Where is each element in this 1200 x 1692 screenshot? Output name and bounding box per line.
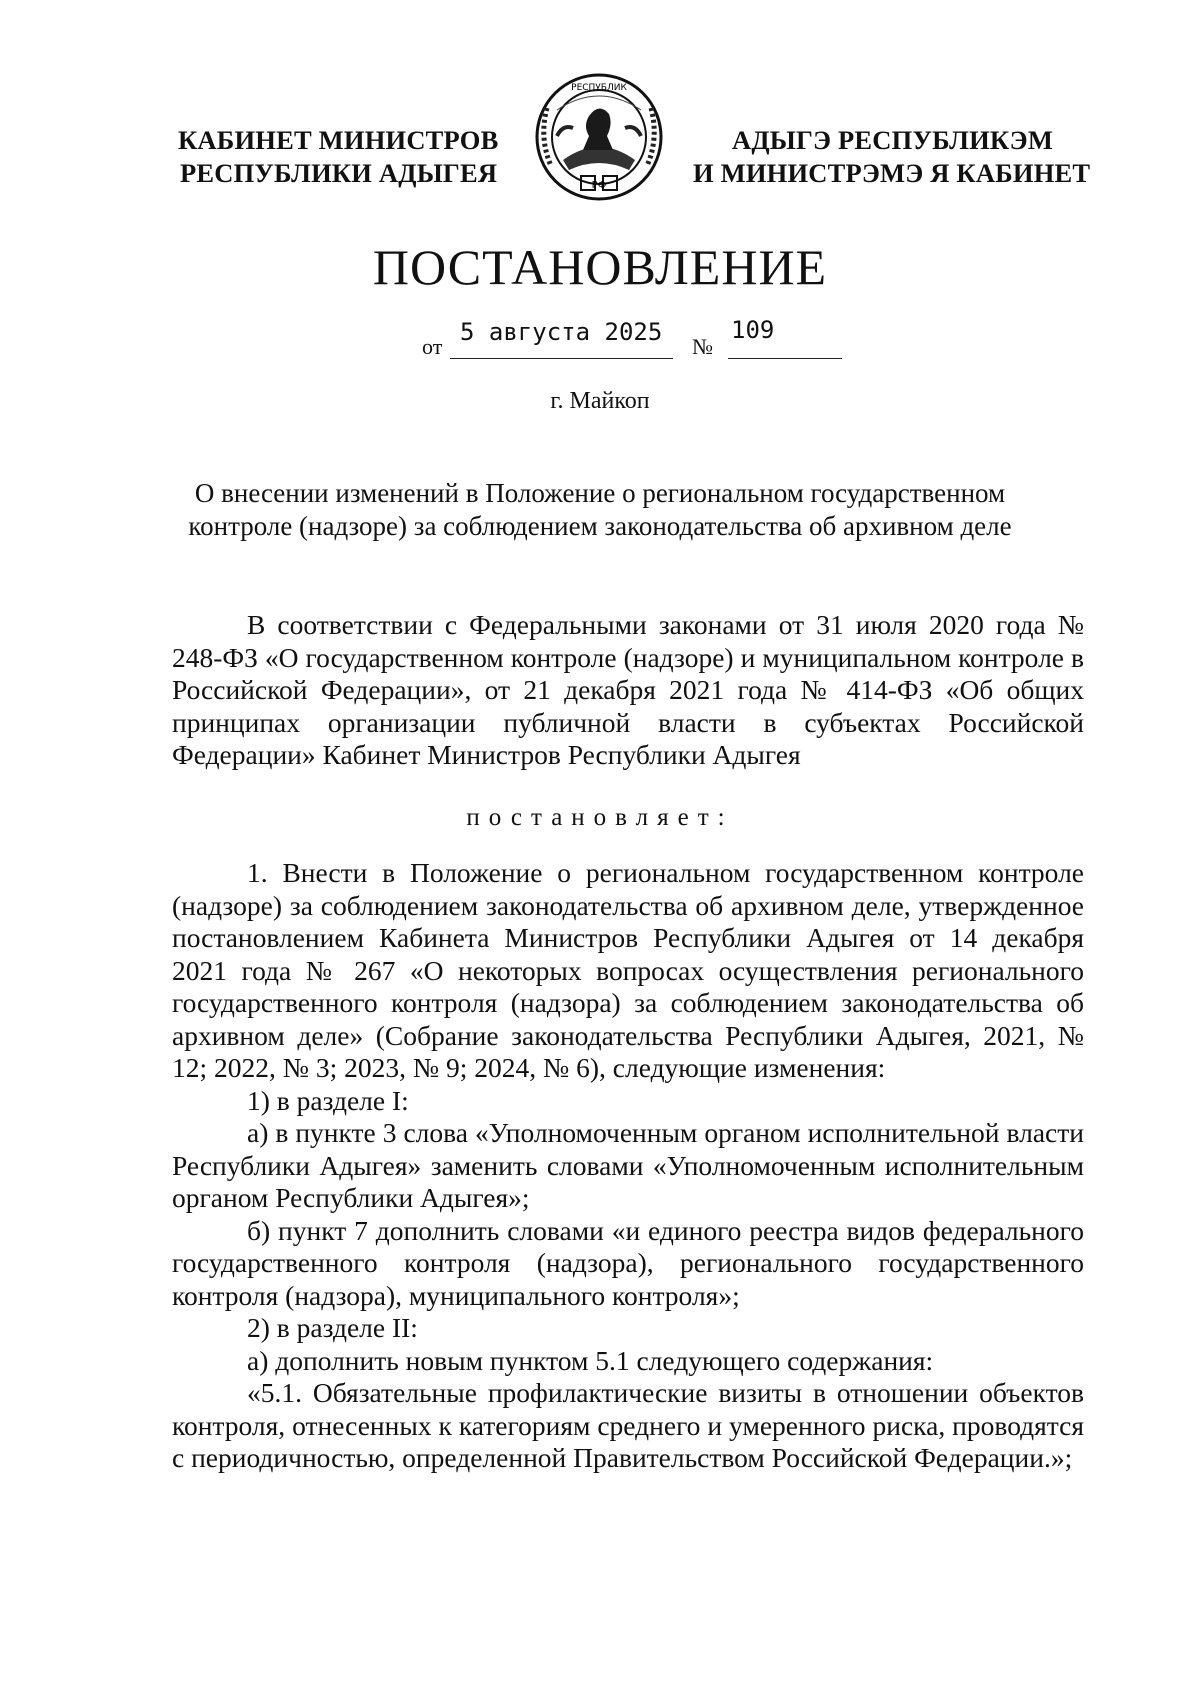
emblem-text-top: РЕСПУБЛИК [571,83,627,93]
issuer-name-adyghe [693,124,1090,190]
document-subject [150,477,1050,543]
decree-word: постановляет: [466,804,734,831]
number-underline [728,358,842,359]
number-label: № [692,334,713,359]
dateline [422,318,842,358]
date-from-label: от [422,334,443,359]
subject-line-1: О внесении изменений в Положение о региональном государственном [194,478,1006,508]
item-paragraph: «5.1. Обязательные профилактические визиты в отношении объектов контроля, отнесенных к категориям среднего и умеренного риска, проводятся с периодичностью, определенной Правительством Российской Федерации.»; [172,1377,1084,1473]
item-paragraph: 1. Внести в Положение о региональном государственном контроле (надзоре) за соблюдением законодательства об архивном деле, утвержденное постановлением Кабинета Министров Республики Адыгея от 14 декабря 2021 года № 267 «О некоторых вопросах осуществления регионального государственного контроля (надзора) за соблюдением законодательства об архивном деле» (Собрание законодательства Республики Адыгея, 2021, № 12; 2022, № 3; 2023, № 9; 2024, № 6), следующие изменения: [172,857,1084,1083]
coat-of-arms-emblem [533,68,665,206]
issuer-line-1: КАБИНЕТ МИНИСТРОВ [178,125,499,155]
emblem-text-bottom: РФ [591,180,607,191]
issuer-name-russian [178,124,498,190]
item-paragraph: б) пункт 7 дополнить словами «и единого реестра видов федерального государственного контроля (надзора), регионального государственного контроля (надзора), муниципального контроля»; [172,1214,1084,1311]
document-date: 5 августа 2025 [460,318,663,346]
document-number: 109 [731,316,775,344]
subject-line-2: контроле (надзоре) за соблюдением законодательства об архивном деле [188,511,1012,541]
preamble-paragraph: В соответствии с Федеральными законами от 31 июля 2020 года № 248-ФЗ «О государственном контроле (надзоре) и муниципальном контроле в Российской Федерации», от 21 декабря 2021 года № 414-ФЗ «Об общих принципах организации публичной власти в субъектах Российской Федерации» Кабинет Министров Республики Адыгея [172,609,1084,770]
item-paragraph: 1) в разделе I: [247,1084,409,1116]
items-block [172,857,1084,1475]
item-paragraph: а) дополнить новым пунктом 5.1 следующего содержания: [247,1344,934,1376]
item-paragraph: а) в пункте 3 слова «Уполномоченным органом исполнительной власти Республики Адыгея» заменить словами «Уполномоченным исполнительным органом Республики Адыгея»; [172,1117,1084,1213]
issuer-adyghe-line-1: АДЫГЭ РЕСПУБЛИКЭМ [732,125,1054,155]
item-paragraph: 2) в разделе II: [247,1312,418,1343]
place-of-issue: г. Майкоп [550,388,650,414]
issuer-line-2: РЕСПУБЛИКИ АДЫГЕЯ [180,158,498,188]
issuer-adyghe-line-2: И МИНИСТРЭМЭ Я КАБИНЕТ [693,158,1091,188]
document-title: ПОСТАНОВЛЕНИЕ [372,239,828,295]
preamble-block [172,609,1084,772]
date-underline [450,358,673,359]
